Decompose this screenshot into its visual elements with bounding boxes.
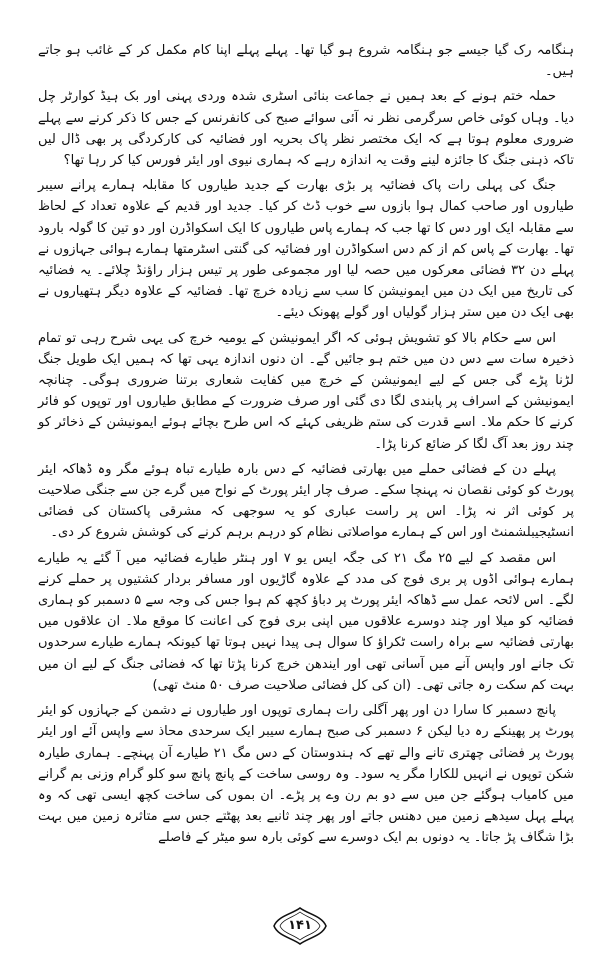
body-text bbox=[38, 40, 574, 853]
paragraph-1: ہنگامہ رک گیا جیسے جو ہنگامہ شروع ہو گیا تھا۔ پہلے پہلے اپنا کام مکمل کر کے غائب ہو جاتے ہیں۔ bbox=[38, 43, 574, 80]
page-number: ۱۴۱ bbox=[288, 918, 312, 933]
paragraph-4: اس سے حکام بالا کو تشویش ہوئی کہ اگر ایمونیشن کے یومیہ خرچ کی یہی شرح رہی تو تمام ذخیرہ سات سے دس دن میں ختم ہو جائیں گے۔ ان دنوں اندازہ یہی تھا کہ ہمیں ایک طویل جنگ لڑنا پڑے گی جس کے لیے ایمونیشن کے خرچ میں کفایت شعاری برتنا ضروری ہوگی۔ چنانچہ ایمونیشن کے اسراف پر پابندی لگا دی گئی اور صرف ضرورت کے مطابق طیاروں اور توپوں کو فائر کرنے کا حکم ملا۔ اسے قدرت کی ستم ظریفی کہئے کہ اس طرح بچائے ہوئے ایمونیشن کے ذخائر کو چند روز بعد آگ لگا کر ضائع کرنا پڑا۔ bbox=[38, 330, 574, 452]
paragraph-5: پہلے دن کے فضائی حملے میں بھارتی فضائیہ کے دس بارہ طیارے تباہ ہوئے مگر وہ ڈھاکہ ایئر پورٹ کو کوئی نقصان نہ پہنچا سکے۔ صرف چار ایئر پورٹ کے نواح میں گرے جن سے جنگی صلاحیت پر کوئی اثر نہ پڑا۔ اس پر راست عباری کو یہ سوجھی کہ مشرقی پاکستان کی فضائی انسٹیجیبلشمنٹ اور اس کے ہمارے مواصلاتی نظام کو درہم برہم کرنے کی کوشش شروع کر دی۔ bbox=[38, 461, 574, 541]
paragraph-3: جنگ کی پہلی رات پاک فضائیہ پر بڑی بھارت کے جدید طیاروں کا مقابلہ ہمارے پرانے سیبر طیاروں اور صاحب کمال ہوا بازوں سے خوب ڈٹ کر کیا۔ جدید اور قدیم کے علاوہ تعداد کے لحاظ سے مقابلہ ایک اور دس کا تھا جب کہ ہمارے پاس طیاروں کا ایک اسکواڈرن اور دو تین کا گولہ بارود تھا۔ بھارت کے پاس کم از کم دس اسکواڈرن اور فضائیہ کی گنتی اسٹرمتھا ہمارے ہوائی جہازوں نے پہلے دن ۳۲ فضائی معرکوں میں حصہ لیا اور مجموعی طور پر تیس ہزار راؤنڈ چلائے۔ یہ فضائیہ کی تاریخ میں ایک دن میں ایمونیشن کا سب سے زیادہ خرچ تھا۔ فضائیہ کے علاوہ دیگر ہتھیاروں نے بھی ایک دن میں ستر ہزار گولیاں اور گولے پھونک دیئے۔ bbox=[38, 178, 574, 321]
page-number-ornament bbox=[268, 906, 332, 946]
paragraph-2: حملہ ختم ہونے کے بعد ہمیں نے جماعت بنائی اسٹری شدہ وردی پہنی اور بک ہیڈ کوارٹر چل دیا۔ وہاں کوئی خاص سرگرمی نظر نہ آئی سوائے صبح کی کانفرنس کے جس کا ذکر کرنے سے پہلے ضروری معلوم ہوتا ہے کہ ایک مختصر نظر پاک بحریہ اور فضائیہ کی کارکردگی پر بھی ڈال لیں تاکہ ذہنی جنگ کا جائزہ لینے وقت یہ اندازہ رہے کہ ہماری نیوی اور ایئر فورس کیا کر رہا تھا؟ bbox=[38, 89, 574, 169]
paragraph-6: اس مقصد کے لیے ۲۵ مگ ۲۱ کی جگہ ایس یو ۷ اور ہنٹر طیارے فضائیہ میں آ گئے یہ طیارے ہمارے ہوائی اڈوں پر بری فوج کی مدد کے علاوہ گاڑیوں اور مسافر بردار کشتیوں پر حملے کرنے لگے۔ اس لائحہ عمل سے ڈھاکہ ایئر پورٹ پر دباؤ کچھ کم ہوا جس کی وجہ سے ۵ دسمبر کو ہماری فضائیہ کو میلا اور چند دوسرے علاقوں میں اپنی بری فوج کی اعانت کا موقع ملا۔ ان علاقوں میں بھارتی فضائیہ سے براہ راست ٹکراؤ کا سوال ہی پیدا نہیں ہوتا تھا کیونکہ ہمارے طیارے سرحدوں تک جانے اور واپس آنے میں آسانی تھی اور ایندھن خرچ کرنا پڑتا تھا کہ فضائی جنگ کے لیے ان میں بہت کم سکت رہ جاتی تھی۔ (ان کی کل فضائی صلاحیت صرف ۵۰ منٹ تھی) bbox=[38, 550, 574, 693]
paragraph-7: پانچ دسمبر کا سارا دن اور پھر آگلی رات ہماری توپوں اور طیاروں نے دشمن کے جہازوں کو ایئر پورٹ پر پھینکے رہ دیا لیکن ۶ دسمبر کی صبح ہمارے سیبر ایک سرحدی محاذ سے واپس آئے اور ایئر پورٹ پر فضائی چھتری تانے والے تھے کہ ہندوستان کے دس مگ ۲۱ طیارے آن پہنچے۔ ہماری طیارہ شکن توپوں نے انہیں للکارا مگر یہ سود۔ وہ روسی ساخت کے پانچ پانچ سو کلو گرام وزنی بم گرانے میں کامیاب ہوگئے جن میں سے دو بم رن وے پر پڑے۔ ان بموں کی ساخت کچھ ایسی تھی کہ وہ پہلے پہل سیدھے زمین میں دھنس جاتے اور پھر چند ثانیے بعد پھٹتے جس سے متاثرہ زمین میں بہت بڑا شگاف پڑ جاتا۔ یہ دونوں بم ایک دوسرے سے کوئی بارہ سو میٹر کے فاصلے bbox=[38, 703, 574, 846]
